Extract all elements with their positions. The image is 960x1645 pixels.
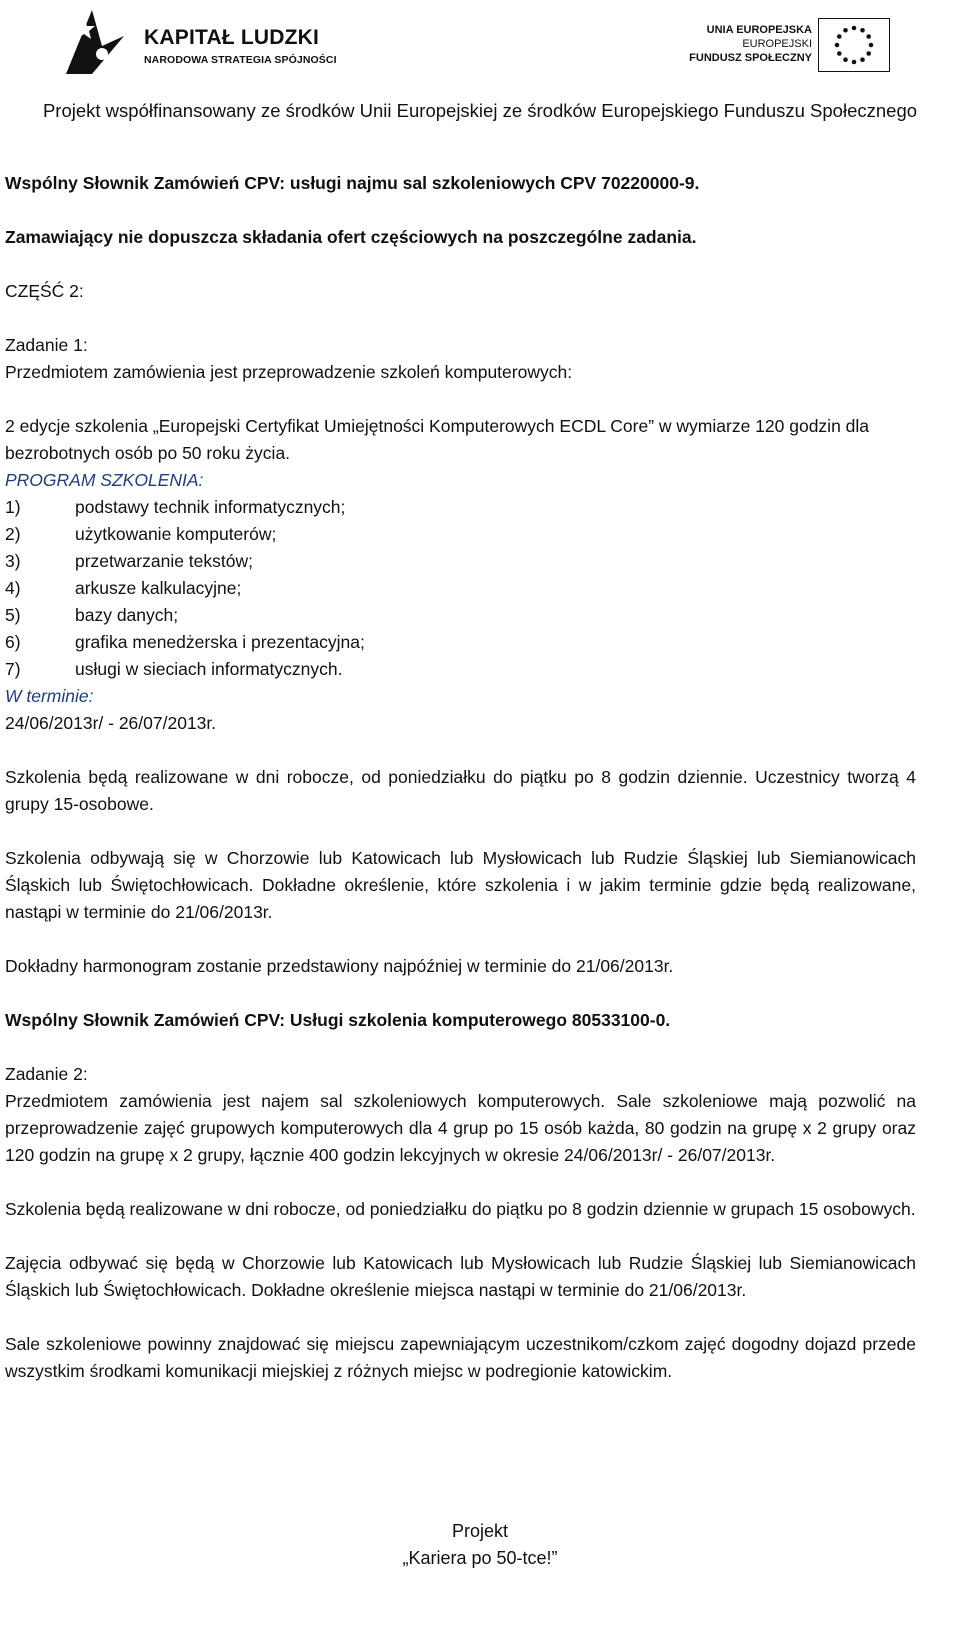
- program-item: [5, 521, 916, 548]
- program-item-number: 2): [5, 524, 21, 544]
- kapital-ludzki-emblem-icon: [62, 6, 128, 76]
- task2-paragraph: Przedmiotem zamówienia jest najem sal szkoleniowych komputerowych. Sale szkoleniowe mają pozwolić na przeprowadzenie zajęć grupowych komputerowych dla 4 grup po 15 osób każda, 80 godzin na grupę x 2 grupy oraz 120 godzin na grupę x 2 grupy, łącznie 400 godzin lekcyjnych w okresie 24/06/2013r/ - 26/07/2013r.: [5, 1091, 916, 1165]
- task2-locations-paragraph: Zajęcia odbywać się będą w Chorzowie lub Katowicach lub Mysłowicach lub Rudzie Śląskiej lub Siemianowicach Śląskich lub Świętochłowicach. Dokładne określenie miejsca nastąpi w terminie do 21/06/2013r.: [5, 1253, 916, 1300]
- program-item-text: grafika menedżerska i prezentacyjna;: [75, 632, 365, 652]
- program-item-number: 6): [5, 632, 21, 652]
- program-item-text: arkusze kalkulacyjne;: [75, 578, 242, 598]
- program-item: [5, 494, 916, 521]
- program-item-text: podstawy technik informatycznych;: [75, 497, 346, 517]
- task1-heading: Zadanie 1:: [5, 335, 88, 355]
- cofinancing-statement: Projekt współfinansowany ze środków Unii Europejskiej ze środków Europejskiego Funduszu Społecznego: [42, 100, 918, 121]
- part-heading: CZĘŚĆ 2:: [5, 281, 84, 301]
- eu-logo-text: [660, 23, 812, 65]
- harmonogram-paragraph: Dokładny harmonogram zostanie przedstawiony najpóźniej w terminie do 21/06/2013r.: [5, 956, 674, 976]
- program-item: [5, 629, 916, 656]
- eu-logo-line3: FUNDUSZ SPOŁECZNY: [689, 52, 812, 64]
- page-footer: [0, 1518, 960, 1572]
- program-list: [5, 494, 916, 683]
- eu-logo-line2: EUROPEJSKI: [742, 38, 812, 50]
- program-item: [5, 602, 916, 629]
- document-body: [5, 170, 916, 1385]
- cpv-rental: Wspólny Słownik Zamówień CPV: usługi najmu sal szkoleniowych CPV 70220000-9.: [5, 173, 700, 193]
- cpv-computer-training: Wspólny Słownik Zamówień CPV: Usługi szkolenia komputerowego 80533100-0.: [5, 1010, 671, 1030]
- program-item-number: 7): [5, 659, 21, 679]
- program-label: PROGRAM SZKOLENIA:: [5, 470, 204, 490]
- eu-logo: [660, 18, 890, 78]
- program-item: [5, 548, 916, 575]
- locations-paragraph: Szkolenia odbywają się w Chorzowie lub Katowicach lub Mysłowicach lub Rudzie Śląskiej lub Siemianowicach Śląskich lub Świętochłowicach. Dokładne określenie, które szkolenia i w jakim terminie gdzie będą realizowane, nastąpi w terminie do 21/06/2013r.: [5, 848, 916, 922]
- task2-schedule-paragraph: Szkolenia będą realizowane w dni robocze, od poniedziałku do piątku po 8 godzin dziennie w grupach 15 osobowych.: [5, 1199, 916, 1219]
- schedule-paragraph: Szkolenia będą realizowane w dni robocze, od poniedziałku do piątku po 8 godzin dziennie. Uczestnicy tworzą 4 grupy 15-osobowe.: [5, 767, 916, 814]
- program-item-number: 1): [5, 497, 21, 517]
- program-item-text: przetwarzanie tekstów;: [75, 551, 253, 571]
- program-item-text: bazy danych;: [75, 605, 179, 625]
- program-item: [5, 656, 916, 683]
- term-value: 24/06/2013r/ - 26/07/2013r.: [5, 713, 217, 733]
- eu-flag-icon: [818, 18, 890, 72]
- kapital-ludzki-subtitle: NARODOWA STRATEGIA SPÓJNOŚCI: [144, 54, 337, 66]
- task1-subject: Przedmiotem zamówienia jest przeprowadzenie szkoleń komputerowych:: [5, 362, 573, 382]
- program-item-number: 4): [5, 578, 21, 598]
- no-partial-offers: Zamawiający nie dopuszcza składania ofert częściowych na poszczególne zadania.: [5, 227, 697, 247]
- term-label: W terminie:: [5, 686, 94, 706]
- program-item-text: usługi w sieciach informatycznych.: [75, 659, 343, 679]
- footer-line1: Projekt: [451, 1521, 509, 1541]
- kapital-ludzki-name: KAPITAŁ LUDZKI: [144, 26, 320, 49]
- page-header: [0, 0, 960, 130]
- program-item-number: 5): [5, 605, 21, 625]
- rooms-access-paragraph: Sale szkoleniowe powinny znajdować się miejscu zapewniającym uczestnikom/czkom zajęć dogodny dojazd przede wszystkim środkami komunikacji miejskiej z różnych miejsc w podregionie katowickim.: [5, 1334, 916, 1381]
- eu-logo-line1: UNIA EUROPEJSKA: [706, 24, 812, 36]
- program-item: [5, 575, 916, 602]
- footer-line2: „Kariera po 50-tce!”: [402, 1548, 558, 1568]
- kapital-ludzki-logo: [64, 6, 364, 76]
- task1-description: 2 edycje szkolenia „Europejski Certyfikat Umiejętności Komputerowych ECDL Core” w wymiarze 120 godzin dla bezrobotnych osób po 50 roku życia.: [5, 416, 870, 463]
- task2-heading: Zadanie 2:: [5, 1064, 88, 1084]
- program-item-text: użytkowanie komputerów;: [75, 524, 277, 544]
- program-item-number: 3): [5, 551, 21, 571]
